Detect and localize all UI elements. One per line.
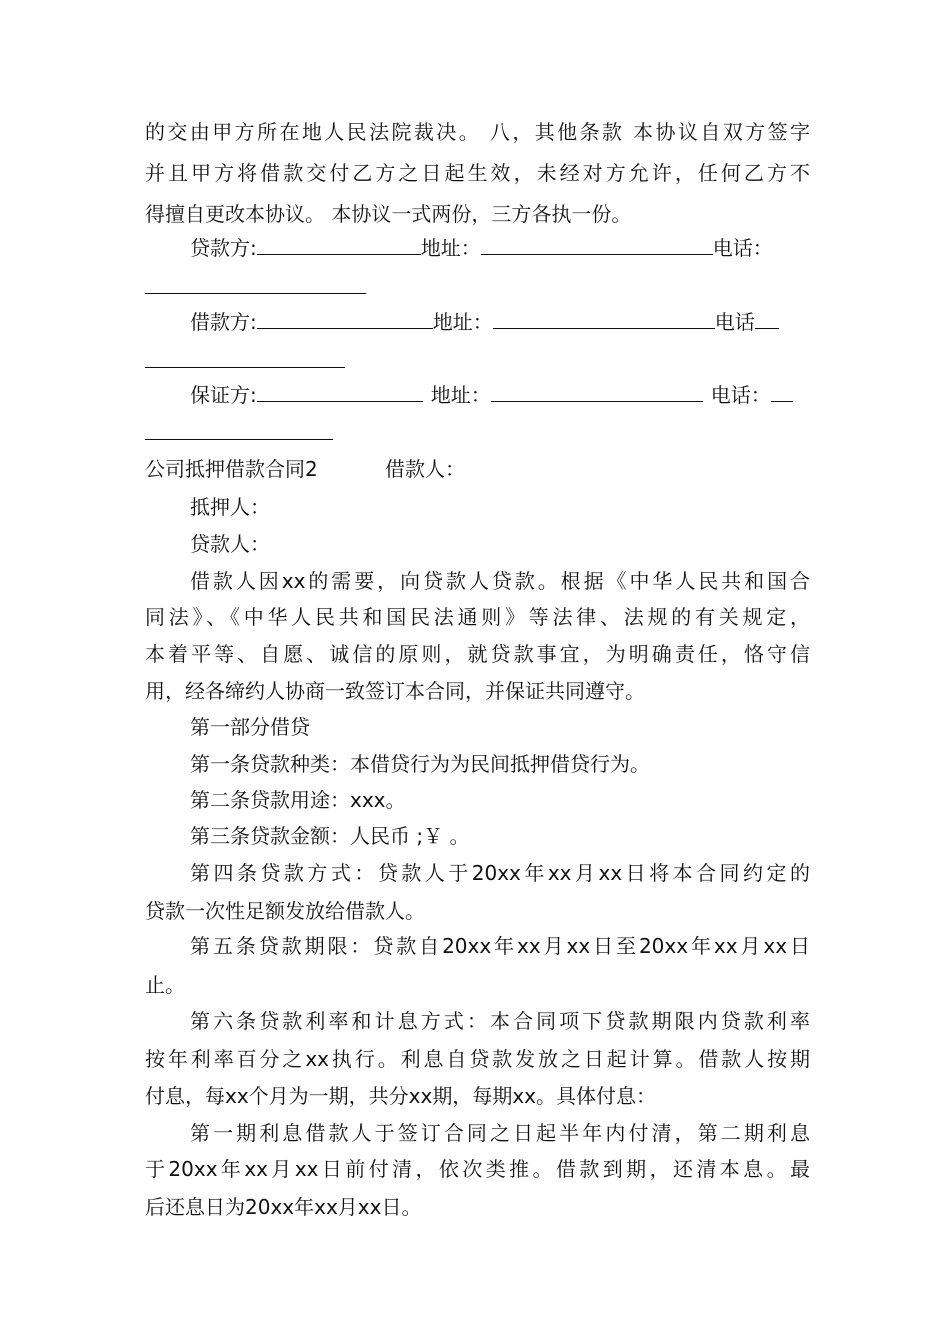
part-heading: 第一部分借贷: [190, 715, 310, 739]
text-line: 得擅自更改本协议。 本协议一式两份，三方各执一份。: [145, 202, 632, 226]
guarantor-name-blank: [257, 381, 423, 402]
contract-heading-line: [145, 455, 810, 483]
article-1: 第一条贷款种类：本借贷行为为民间抵押借贷行为。: [190, 752, 650, 776]
guarantor-signature-line: [190, 381, 810, 409]
text-line: 并且甲方将借款交付乙方之日起生效，未经对方允许，任何乙方不: [145, 161, 810, 185]
text-line: 贷款一次性足额发放给借款人。: [145, 899, 425, 923]
contract-title: 公司抵押借款合同2: [145, 457, 318, 481]
address-label: 地址：: [430, 383, 491, 407]
address-blank: [481, 234, 713, 255]
text-line: 后还息日为20xx年xx月xx日。: [145, 1195, 422, 1219]
borrower-signature-line: [190, 308, 810, 336]
phone-label: 电话：: [712, 236, 773, 260]
article-3: 第三条贷款金额：人民币 ;￥ 。: [190, 824, 470, 848]
borrower-label: 借款方:: [190, 310, 257, 334]
text-line: 的交由甲方所在地人民法院裁决。 八，其他条款 本协议自双方签字: [145, 120, 810, 144]
phone-label: 电话: [714, 310, 755, 334]
lender-signature-line: [190, 234, 810, 262]
text-line: 按年利率百分之xx执行。利息自贷款发放之日起计算。借款人按期: [145, 1047, 810, 1071]
payment-schedule: 第一期利息借款人于签订合同之日起半年内付清，第二期利息: [190, 1121, 810, 1145]
borrower-field: 借款人：: [385, 457, 465, 481]
phone-label: 电话：: [710, 383, 771, 407]
lender-field: 贷款人：: [190, 532, 270, 556]
text-line: 于20xx年xx月xx日前付清，依次类推。借款到期，还清本息。最: [145, 1157, 810, 1181]
text-line: 用，经各缔约人协商一致签订本合同，并保证共同遵守。: [145, 679, 645, 703]
lender-name-blank: [257, 234, 421, 255]
phone-blank: [755, 308, 779, 329]
text-line: 本着平等、自愿、诚信的原则，就贷款事宜，为明确责任，恪守信: [145, 642, 810, 666]
phone-blank: [771, 381, 793, 402]
address-blank: [491, 381, 703, 402]
text-line: 止。: [145, 973, 185, 997]
text-line: 借款人因xx的需要，向贷款人贷款。根据《中华人民共和国合: [190, 569, 810, 593]
article-2: 第二条贷款用途：xxx。: [190, 788, 406, 812]
article-6: 第六条贷款利率和计息方式：本合同项下贷款期限内贷款利率: [190, 1009, 810, 1033]
address-label: 地址：: [432, 310, 493, 334]
article-5: 第五条贷款期限：贷款自20xx年xx月xx日至20xx年xx月xx日: [190, 934, 810, 958]
guarantor-label: 保证方:: [190, 383, 257, 407]
phone-blank-continued: [145, 438, 333, 440]
mortgagor-field: 抵押人：: [190, 495, 270, 519]
address-label: 地址：: [420, 236, 481, 260]
phone-blank: [145, 292, 366, 294]
lender-label: 贷款方:: [190, 236, 257, 260]
text-line: 付息，每xx个月为一期，共分xx期，每期xx。具体付息：: [145, 1084, 657, 1108]
phone-blank-continued: [145, 366, 345, 368]
address-blank: [493, 308, 715, 329]
borrower-name-blank: [257, 308, 433, 329]
text-line: 同法》、《中华人民共和国民法通则》等法律、法规的有关规定，: [145, 605, 810, 629]
article-4: 第四条贷款方式：贷款人于20xx年xx月xx日将本合同约定的: [190, 861, 810, 885]
